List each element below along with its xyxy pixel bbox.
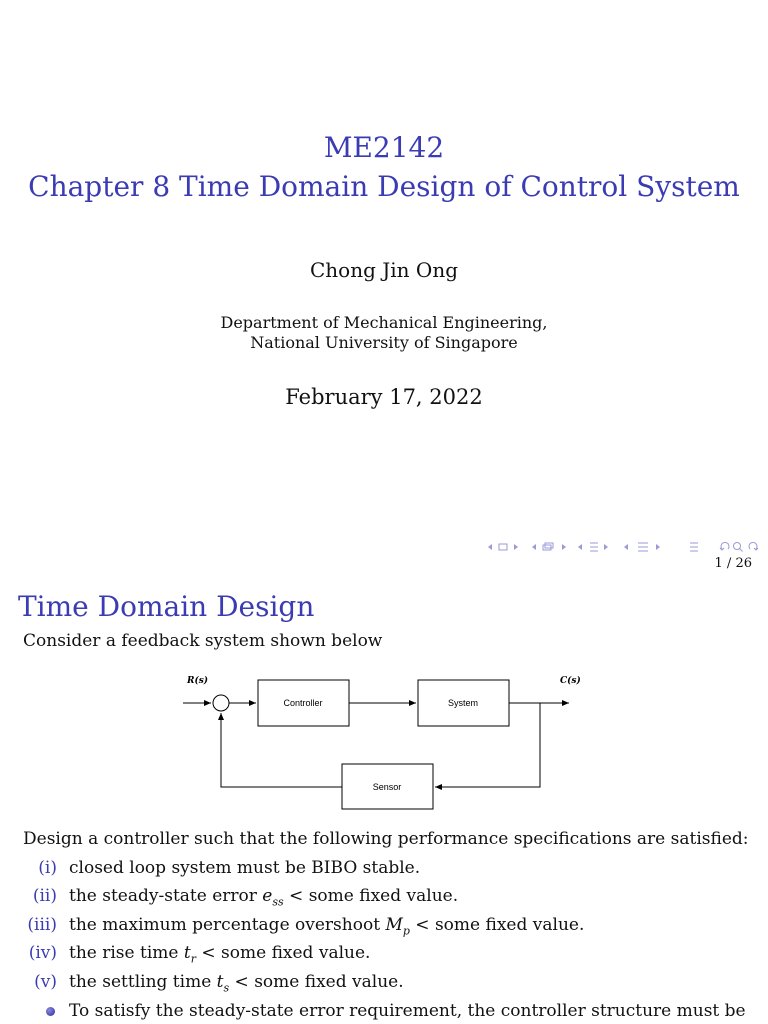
bullet-icon xyxy=(46,1007,55,1016)
bullet-text: To satisfy the steady-state error requirement, the controller structure must be xyxy=(69,1001,746,1021)
spec-text: the maximum percentage overshoot $M_p$ < some fixed value. xyxy=(69,915,585,938)
department xyxy=(0,313,768,353)
page-number: 1 / 26 xyxy=(714,556,752,571)
spec-item-1 xyxy=(0,857,768,879)
spec-text: the settling time $t_s$ < some fixed value. xyxy=(69,972,404,995)
spec-item-2 xyxy=(0,885,768,907)
nav-search-icon[interactable] xyxy=(734,543,743,552)
summing-junction xyxy=(213,695,229,711)
beamer-navigation-bar xyxy=(484,539,764,555)
department-line-2: National University of Singapore xyxy=(250,333,518,352)
spec-text: closed loop system must be BIBO stable. xyxy=(69,858,421,878)
nav-frame-prev-icon[interactable] xyxy=(488,544,492,550)
nav-doc-next-icon[interactable] xyxy=(656,544,660,550)
nav-section-next-icon[interactable] xyxy=(604,544,608,550)
department-line-1: Department of Mechanical Engineering, xyxy=(220,313,548,332)
system-label: System xyxy=(447,698,479,708)
nav-subsection-next-icon[interactable] xyxy=(562,544,566,550)
sensor-label: Sensor xyxy=(372,782,402,792)
spec-text: the steady-state error $e_{ss}$ < some fixed value. xyxy=(69,886,459,909)
nav-section-icon[interactable] xyxy=(590,543,598,551)
spec-text: the rise time $t_r$ < some fixed value. xyxy=(69,943,371,966)
nav-doc-prev-icon[interactable] xyxy=(624,544,628,550)
spec-number: (v) xyxy=(34,972,57,992)
controller-label: Controller xyxy=(283,698,323,708)
spec-number: (iii) xyxy=(27,915,57,935)
output-label: C(s) xyxy=(560,676,581,686)
spec-item-3 xyxy=(0,914,768,936)
nav-forward-icon[interactable] xyxy=(749,542,758,550)
slide-title: Time Domain Design xyxy=(18,590,315,623)
spec-item-4 xyxy=(0,942,768,964)
spec-number: (ii) xyxy=(32,886,57,906)
nav-subsection-icon[interactable] xyxy=(543,543,553,550)
nav-appendix-icon[interactable] xyxy=(690,543,698,551)
chapter-title: Chapter 8 Time Domain Design of Control System xyxy=(28,170,740,203)
feedback-path-left xyxy=(221,713,342,787)
feedback-path-right xyxy=(435,703,540,787)
nav-section-prev-icon[interactable] xyxy=(578,544,582,550)
design-statement: Design a controller such that the following performance specifications are satisfied: xyxy=(23,829,749,849)
spec-number: (iv) xyxy=(28,943,57,963)
presentation-date: February 17, 2022 xyxy=(285,385,483,409)
course-code: ME2142 xyxy=(323,131,445,164)
nav-doc-icon[interactable] xyxy=(638,543,648,551)
spec-item-5 xyxy=(0,971,768,993)
author-name: Chong Jin Ong xyxy=(310,258,458,282)
feedback-block-diagram xyxy=(175,670,595,820)
nav-subsection-prev-icon[interactable] xyxy=(532,544,536,550)
spec-number: (i) xyxy=(38,858,57,878)
nav-frame-next-icon[interactable] xyxy=(514,544,518,550)
nav-frame-icon[interactable] xyxy=(499,544,507,550)
input-label: R(s) xyxy=(187,676,209,686)
intro-text: Consider a feedback system shown below xyxy=(23,631,383,651)
nav-back-icon[interactable] xyxy=(720,542,729,550)
